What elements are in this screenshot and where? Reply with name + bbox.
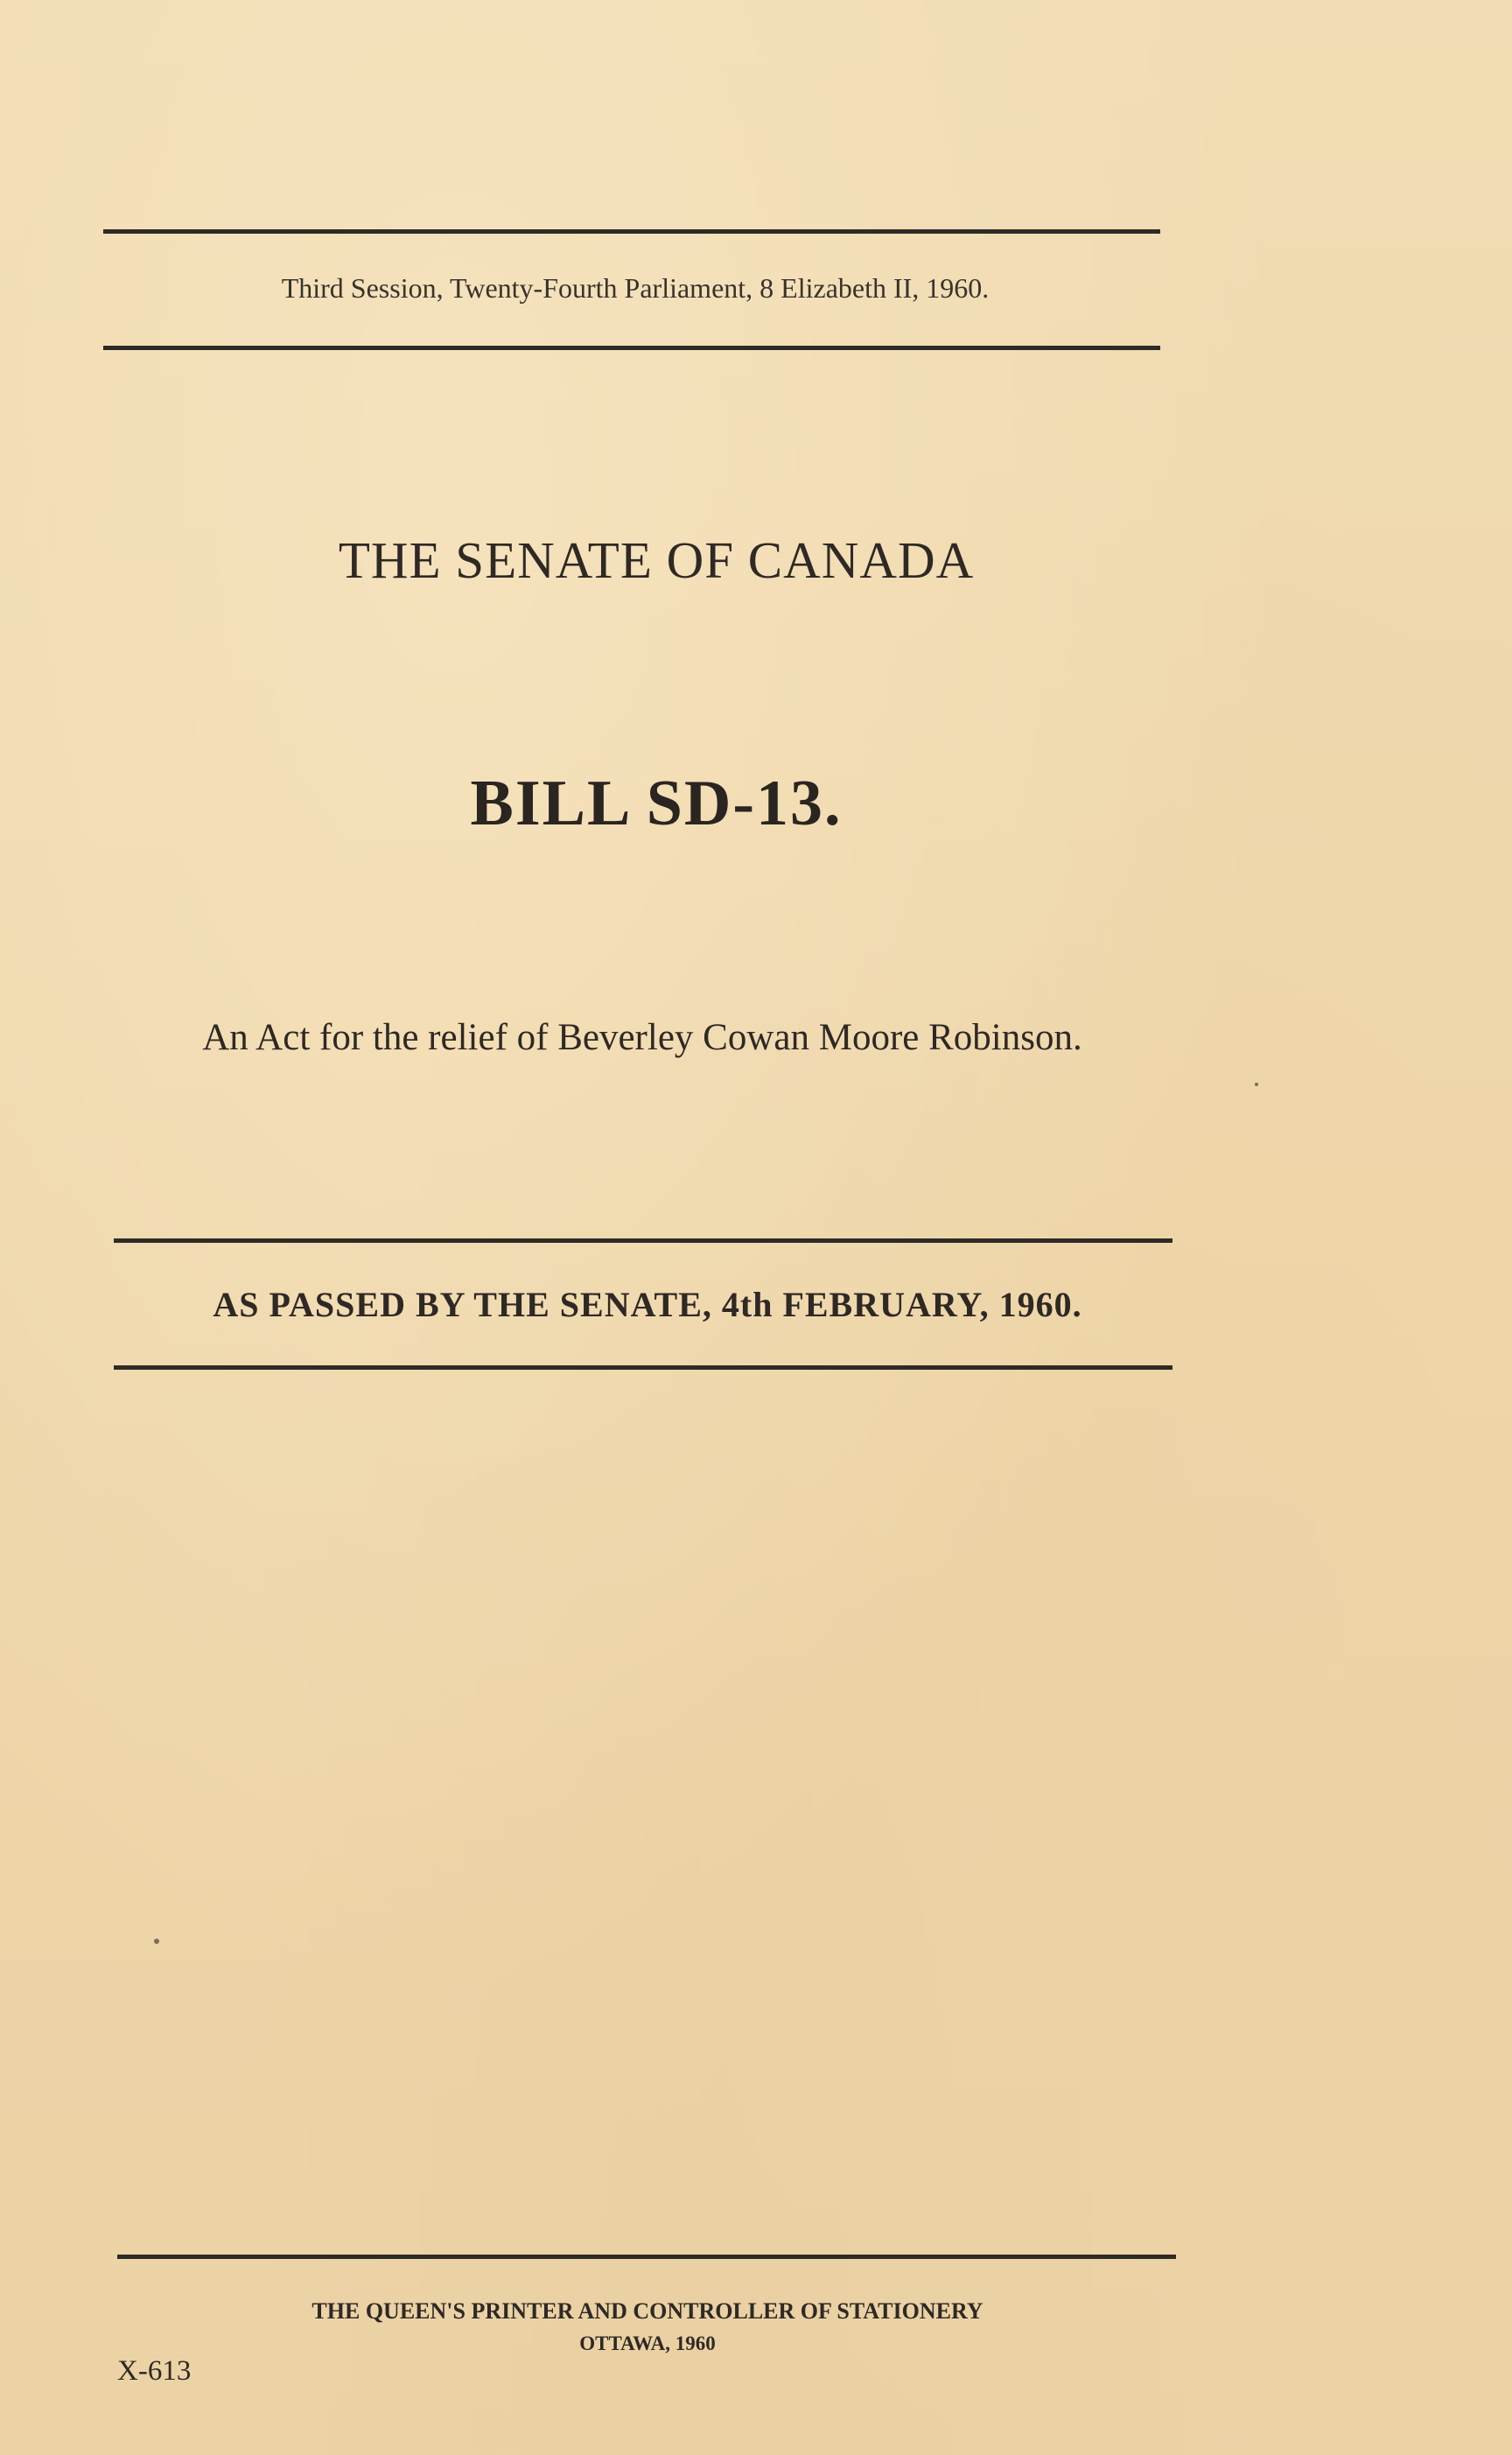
session-rule [103,346,1160,350]
paper-speck [154,1939,159,1944]
paper-speck [1255,1083,1258,1086]
session-line: Third Session, Twenty-Fourth Parliament, 8 Elizabeth II, 1960. [281,272,990,304]
passed-line: AS PASSED BY THE SENATE, 4th FEBRUARY, 1960. [213,1285,1082,1324]
senate-title: THE SENATE OF CANADA [338,531,975,589]
footer-rule [117,2255,1176,2259]
top-rule [103,229,1160,234]
bill-number: BILL SD-13. [470,768,843,839]
printer-line: THE QUEEN'S PRINTER AND CONTROLLER OF STATIONERY [312,2298,984,2324]
document-code: X-613 [117,2355,192,2387]
passed-bottom-rule [114,1365,1172,1370]
city-line: OTTAWA, 1960 [579,2332,716,2354]
act-title: An Act for the relief of Beverley Cowan Moore Robinson. [202,1017,1082,1058]
passed-top-rule [114,1238,1172,1243]
